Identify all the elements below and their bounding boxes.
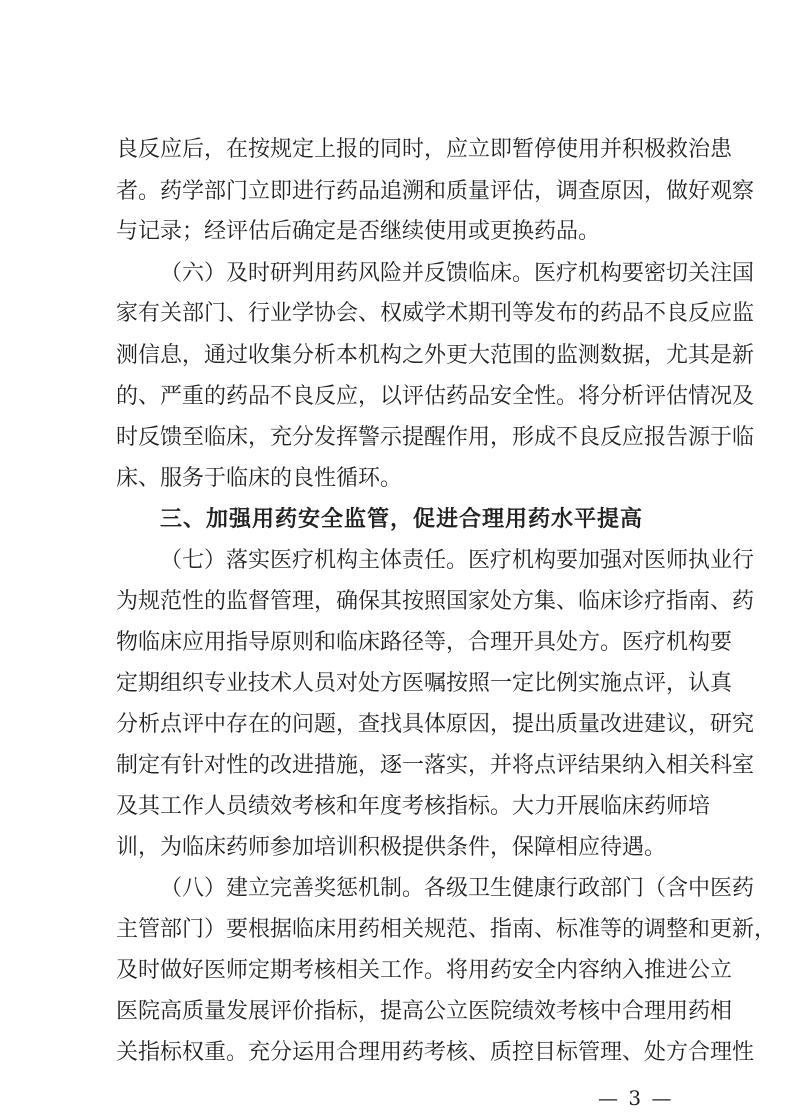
text-line: 的、严重的药品不良反应，以评估药品安全性。将分析评估情况及 xyxy=(116,384,755,409)
paragraph-7-heading-line: （七）落实医疗机构主体责任。医疗机构要加强对医师执业行 xyxy=(160,548,755,573)
text-line: 良反应后，在按规定上报的同时，应立即暂停使用并积极救治患 xyxy=(116,137,733,162)
text-line: 床、服务于临床的良性循环。 xyxy=(116,466,403,491)
text-line: 制定有针对性的改进措施，逐一落实，并将点评结果纳入相关科室 xyxy=(116,753,755,778)
text-line: 者。药学部门立即进行药品追溯和质量评估，调查原因，做好观察 xyxy=(116,179,755,204)
text-line: 及时做好医师定期考核相关工作。将用药安全内容纳入推进公立 xyxy=(116,958,733,983)
text-line: 物临床应用指导原则和临床路径等，合理开具处方。医疗机构要 xyxy=(116,630,733,655)
text-line: 家有关部门、行业学协会、权威学术期刊等发布的药品不良反应监 xyxy=(116,301,755,326)
text-line: 测信息，通过收集分析本机构之外更大范围的监测数据，尤其是新 xyxy=(116,343,755,368)
text-line: 为规范性的监督管理，确保其按照国家处方集、临床诊疗指南、药 xyxy=(116,589,755,614)
paragraph-6-heading-line: （六）及时研判用药风险并反馈临床。医疗机构要密切关注国 xyxy=(160,261,755,286)
text-line: 主管部门）要根据临床用药相关规范、指南、标准等的调整和更新， xyxy=(116,917,777,942)
text-line: 医院高质量发展评价指标，提高公立医院绩效考核中合理用药相 xyxy=(116,999,733,1024)
section-heading: 三、加强用药安全监管，促进合理用药水平提高 xyxy=(160,507,644,532)
paragraph-8-heading-line: （八）建立完善奖惩机制。各级卫生健康行政部门（含中医药 xyxy=(160,876,755,901)
text-line: 与记录；经评估后确定是否继续使用或更换药品。 xyxy=(116,219,601,244)
text-line: 时反馈至临床，充分发挥警示提醒作用，形成不良反应报告源于临 xyxy=(116,425,755,450)
text-line: 定期组织专业技术人员对处方医嘱按照一定比例实施点评，认真 xyxy=(116,671,733,696)
text-line: 分析点评中存在的问题，查找具体原因，提出质量改进建议，研究 xyxy=(116,712,755,737)
text-line: 关指标权重。充分运用合理用药考核、质控目标管理、处方合理性 xyxy=(116,1040,755,1065)
text-line: 及其工作人员绩效考核和年度考核指标。大力开展临床药师培 xyxy=(116,794,711,819)
text-line: 训，为临床药师参加培训积极提供条件，保障相应待遇。 xyxy=(116,835,667,860)
page-number: — 3 — xyxy=(598,1086,674,1110)
